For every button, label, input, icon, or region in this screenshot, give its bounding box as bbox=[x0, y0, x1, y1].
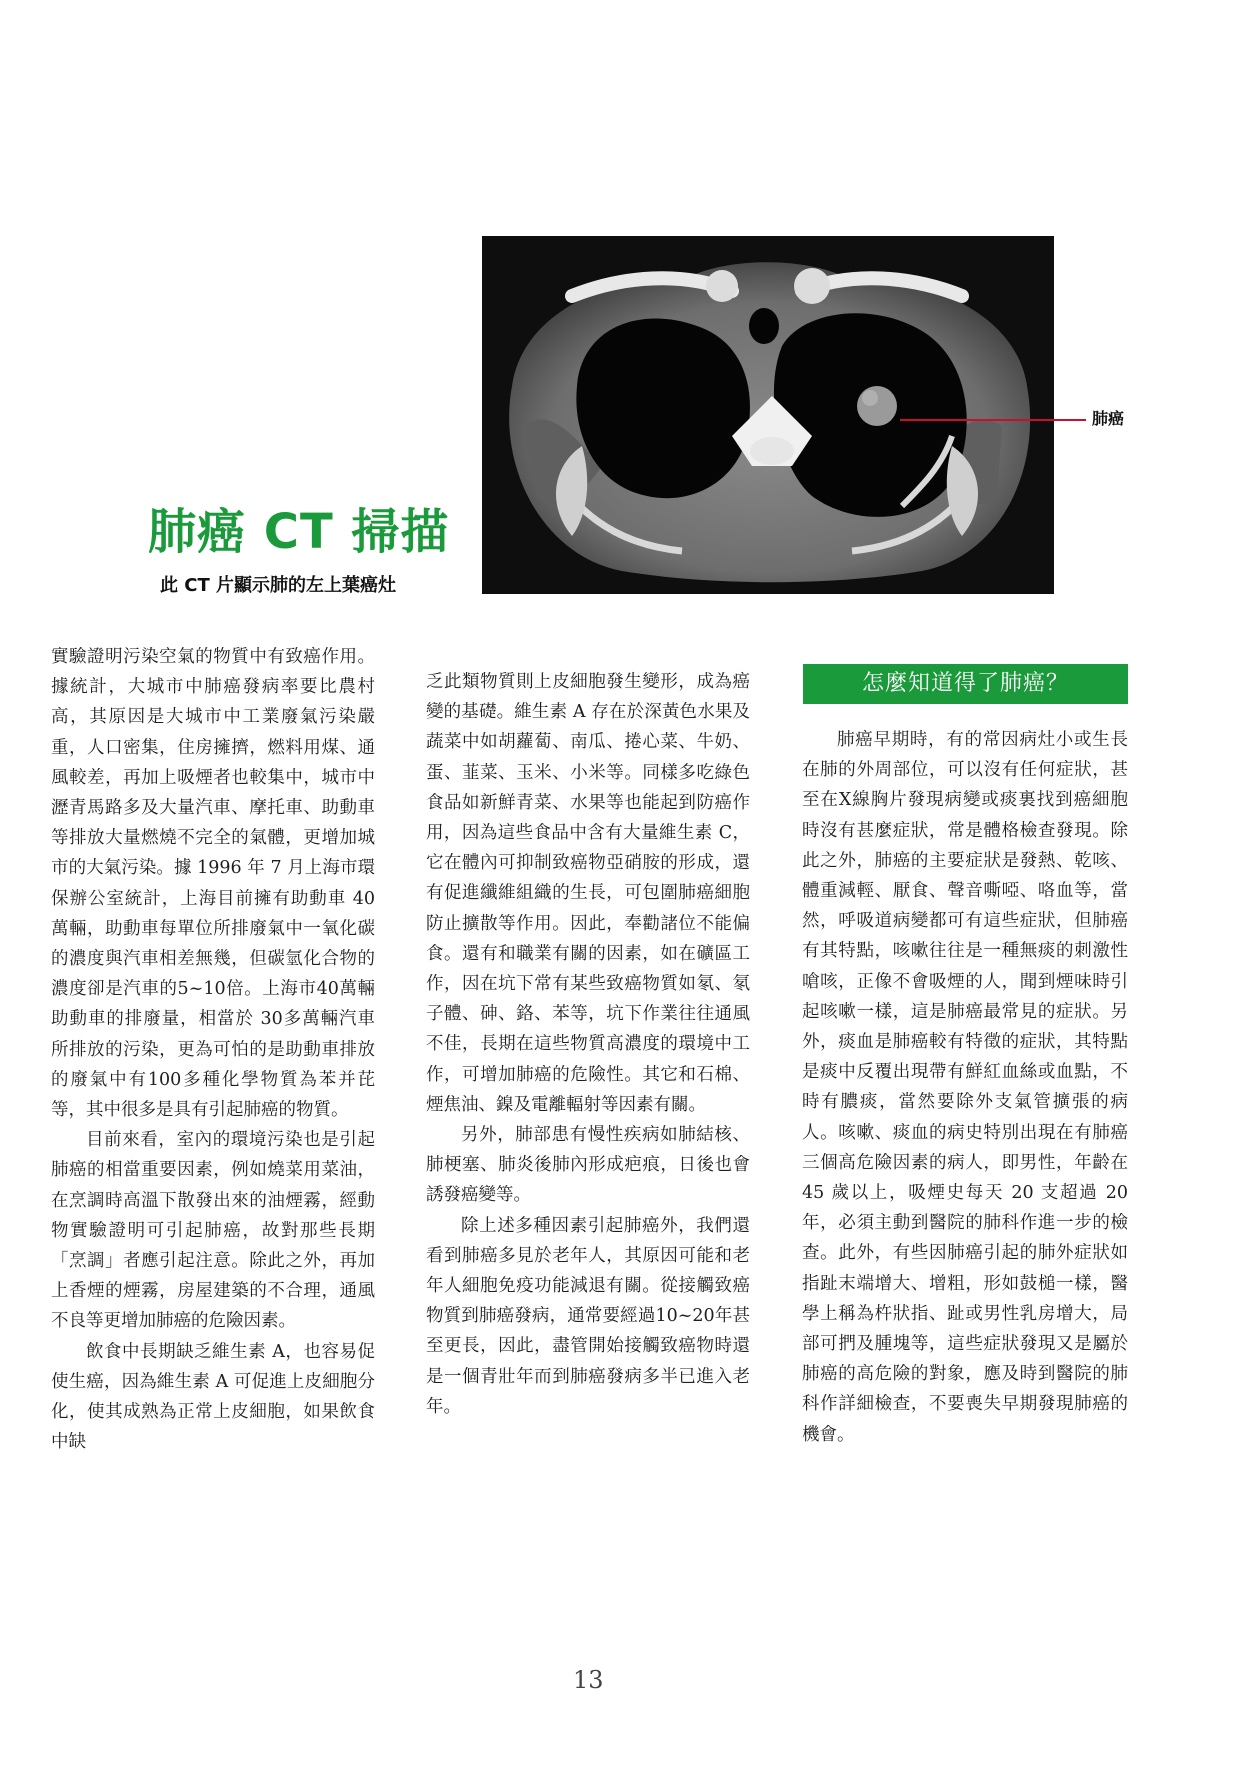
text-column-1 bbox=[51, 642, 375, 1457]
page-number: 13 bbox=[573, 1666, 604, 1694]
paragraph: 實驗證明污染空氣的物質中有致癌作用。據統計，大城市中肺癌發病率要比農村高，其原因是大城市中工業廢氣污染嚴重，人口密集，住房擁擠，燃料用煤、通風較差，再加上吸煙者也較集中，城市中瀝青馬路多及大量汽車、摩托車、助動車等排放大量燃燒不完全的氣體，更增加城市的大氣污染。據 1996 年 7 月上海市環保辦公室統計，上海目前擁有助動車 40 萬輛，助動車每單位所排廢氣中一氧化碳的濃度與汽車相差無幾，但碳氫化合物的濃度卻是汽車的5~10倍。上海市40萬輛助動車的排廢量，相當於 30多萬輛汽車所排放的污染，更為可怕的是助動車排放的廢氣中有100多種化學物質為苯并芘等，其中很多是具有引起肺癌的物質。 bbox=[51, 647, 375, 1121]
section-header: 怎麼知道得了肺癌？ bbox=[803, 664, 1128, 704]
paragraph: 目前來看，室內的環境污染也是引起肺癌的相當重要因素，例如燒菜用菜油，在烹調時高溫下散發出來的油煙霧，經動物實驗證明可引起肺癌，故對那些長期「烹調」者應引起注意。除此之外，再加上香煙的煙霧，房屋建築的不合理，通風不良等更增加肺癌的危險因素。 bbox=[51, 1130, 375, 1332]
tumor-pointer-line bbox=[900, 419, 1086, 421]
paragraph: 另外，肺部患有慢性疾病如肺結核、肺梗塞、肺炎後肺內形成疤痕，日後也會誘發癌變等。 bbox=[426, 1125, 750, 1206]
tumor-label: 肺癌 bbox=[1092, 409, 1125, 428]
paragraph: 乏此類物質則上皮細胞發生變形，成為癌變的基礎。維生素 A 存在於深黃色水果及蔬菜中如胡蘿蔔、南瓜、捲心菜、牛奶、蛋、韮菜、玉米、小米等。同樣多吃綠色食品如新鮮青菜、水果等也能起到防癌作用，因為這些食品中含有大量維生素 C，它在體內可抑制致癌物亞硝胺的形成，還有促進纖維組織的生長，可包圍肺癌細胞防止擴散等作用。因此，奉勸諸位不能偏食。還有和職業有關的因素，如在礦區工作，因在坑下常有某些致癌物質如氡、氡子體、砷、鉻、苯等，坑下作業往往通風不佳，長期在這些物質高濃度的環境中工作，可增加肺癌的危險性。其它和石棉、煙焦油、鎳及電離輻射等因素有關。 bbox=[426, 672, 750, 1115]
text-column-3 bbox=[802, 725, 1128, 1450]
paragraph: 飲食中長期缺乏維生素 A，也容易促使生癌，因為維生素 A 可促進上皮細胞分化，使其成熟為正常上皮細胞，如果飲食中缺 bbox=[51, 1341, 375, 1453]
figure-caption: 此 CT 片顯示肺的左上葉癌灶 bbox=[160, 575, 397, 596]
ct-scan-image bbox=[482, 236, 1054, 594]
text-column-2 bbox=[426, 667, 750, 1422]
ct-scan-illustration bbox=[482, 236, 1054, 594]
paragraph: 肺癌早期時，有的常因病灶小或生長在肺的外周部位，可以沒有任何症狀，甚至在X線胸片發現病變或痰裏找到癌細胞時沒有甚麼症狀，常是體格檢查發現。除此之外，肺癌的主要症狀是發熱、乾咳、體重減輕、厭食、聲音嘶啞、咯血等，當然，呼吸道病變都可有這些症狀，但肺癌有其特點，咳嗽往往是一種無痰的刺激性嗆咳，正像不會吸煙的人，聞到煙味時引起咳嗽一樣，這是肺癌最常見的症狀。另外，痰血是肺癌較有特徵的症狀，其特點是痰中反覆出現帶有鮮紅血絲或血點，不時有膿痰，當然要除外支氣管擴張的病人。咳嗽、痰血的病史特別出現在有肺癌三個高危險因素的病人，即男性，年齡在 45 歲以上，吸煙史每天 20 支超過 20 年，必須主動到醫院的肺科作進一步的檢查。此外，有些因肺癌引起的肺外症狀如指趾末端增大、增粗，形如鼓槌一樣，醫學上稱為杵狀指、趾或男性乳房增大，局部可捫及腫塊等，這些症狀發現又是屬於肺癌的高危險的對象，應及時到醫院的肺科作詳細檢查，不要喪失早期發現肺癌的機會。 bbox=[802, 730, 1128, 1445]
paragraph: 除上述多種因素引起肺癌外，我們還看到肺癌多見於老年人，其原因可能和老年人細胞免疫功能減退有關。從接觸致癌物質到肺癌發病，通常要經過10~20年甚至更長，因此，盡管開始接觸致癌物時還是一個青壯年而到肺癌發病多半已進入老年。 bbox=[426, 1215, 750, 1417]
article-title: 肺癌 CT 掃描 bbox=[148, 504, 450, 560]
